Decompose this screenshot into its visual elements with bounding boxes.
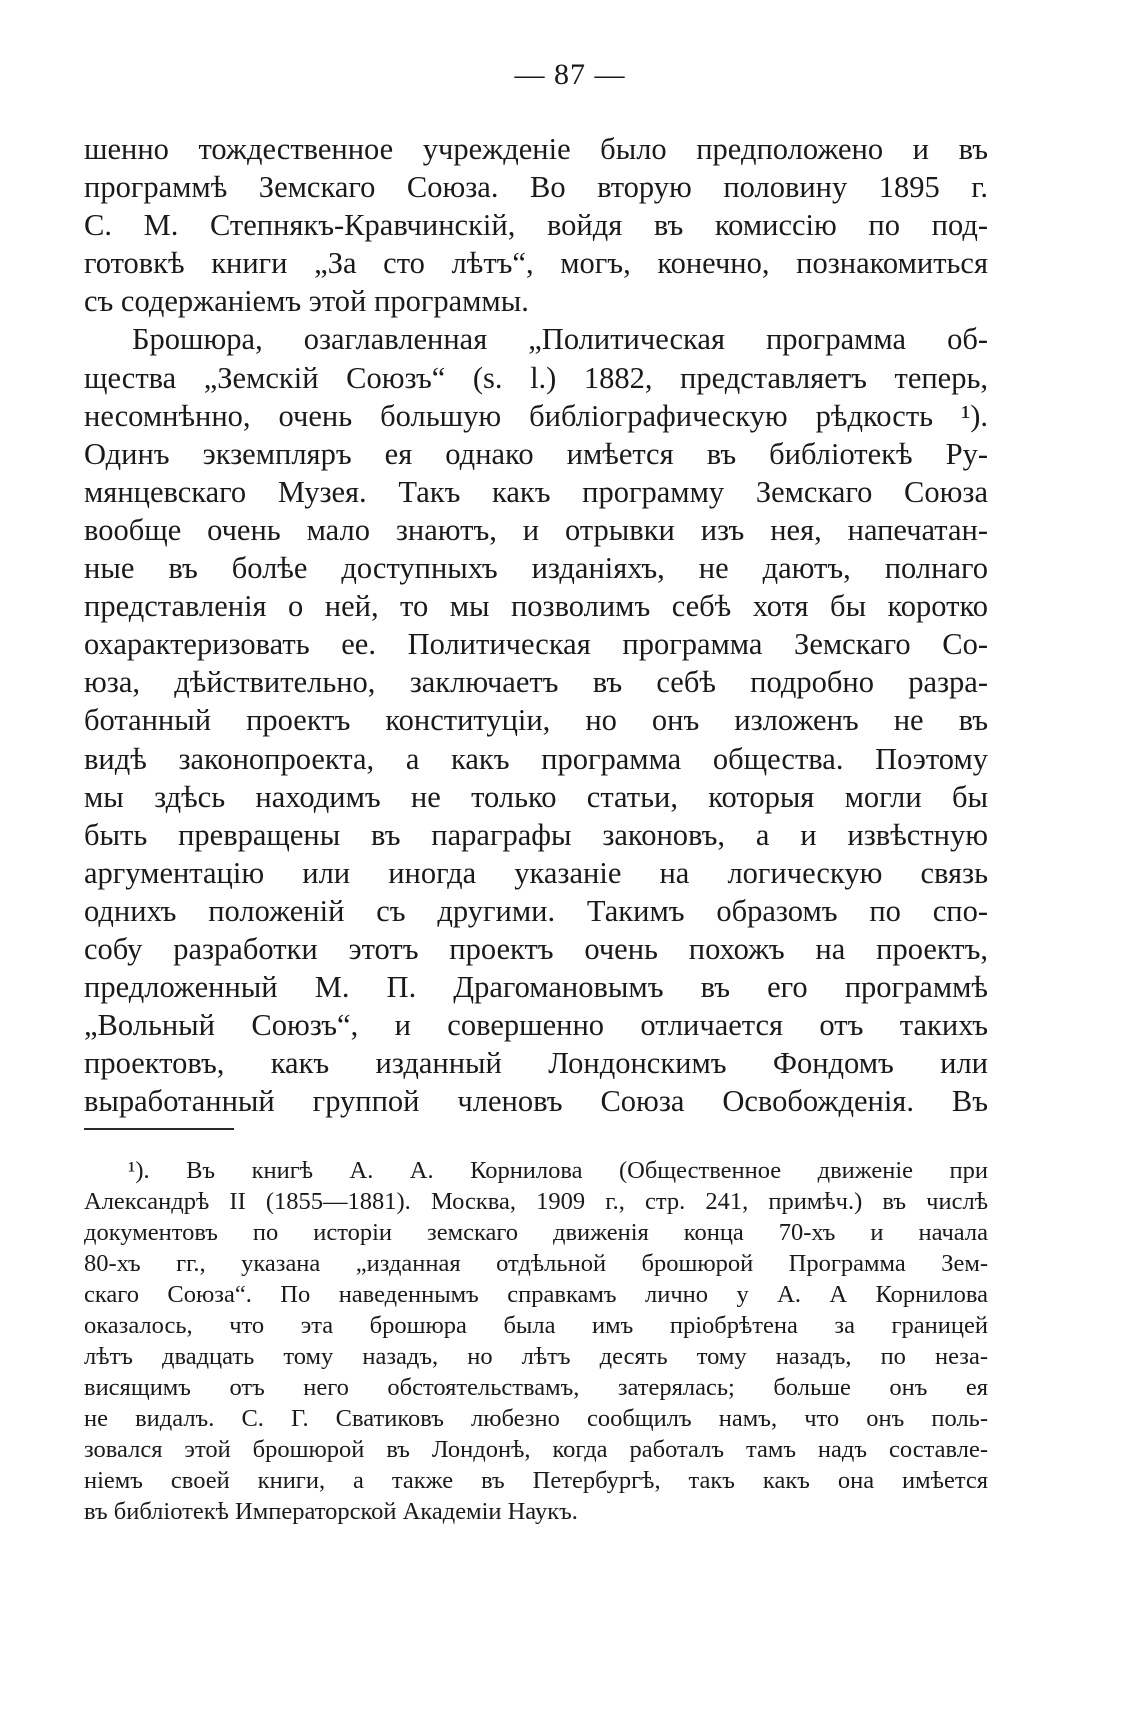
text-line: юза, дѣйствительно, заключаетъ въ себѣ подробно разра-	[84, 665, 988, 700]
text-line: Брошюра, озаглавленная „Политическая программа об-	[132, 322, 988, 357]
text-line: аргументацію или иногда указаніе на логическую связь	[84, 855, 988, 890]
text-line: выработанный группой членовъ Союза Освобожденія. Въ	[84, 1084, 988, 1119]
text-line: ботанный проектъ конституціи, но онъ изложенъ не въ	[84, 703, 988, 738]
footnote	[84, 1155, 988, 1527]
footnote-line: 80-хъ гг., указана „изданная отдѣльной брошюрой Программа Зем-	[84, 1250, 988, 1277]
footnote-divider	[84, 1128, 234, 1130]
text-line: проектовъ, какъ изданный Лондонскимъ Фондомъ или	[84, 1046, 988, 1081]
text-line: мянцевскаго Музея. Такъ какъ программу Земскаго Союза	[84, 474, 988, 509]
text-line: ные въ болѣе доступныхъ изданіяхъ, не даютъ, полнаго	[84, 551, 988, 586]
text-line: „Вольный Союзъ“, и совершенно отличается отъ такихъ	[84, 1008, 988, 1043]
footnote-line: ніемъ своей книги, а также въ Петербургѣ, такъ какъ она имѣется	[84, 1467, 988, 1494]
text-line: быть превращены въ параграфы законовъ, а и извѣстную	[84, 817, 988, 852]
text-line: готовкѣ книги „За сто лѣтъ“, могъ, конечно, познакомиться	[84, 246, 988, 281]
footnote-line: висящимъ отъ него обстоятельствамъ, затерялась; больше онъ ея	[84, 1374, 988, 1401]
footnote-line: зовался этой брошюрой въ Лондонѣ, когда работалъ тамъ надъ составле-	[84, 1436, 988, 1463]
text-line: Одинъ экземпляръ ея однако имѣется въ библіотекѣ Ру-	[84, 436, 988, 471]
text-line: С. М. Степнякъ-Кравчинскій, войдя въ комиссію по под-	[84, 208, 988, 243]
page-number: — 87 —	[514, 58, 626, 91]
text-line: вообще очень мало знаютъ, и отрывки изъ нея, напечатан-	[84, 512, 988, 547]
footnote-line: не видалъ. С. Г. Сватиковъ любезно сообщилъ намъ, что онъ поль-	[84, 1405, 988, 1432]
text-line: щества „Земскій Союзъ“ (s. l.) 1882, представляетъ теперь,	[84, 360, 988, 395]
text-line: представленія о ней, то мы позволимъ себѣ хотя бы коротко	[84, 589, 988, 624]
text-line: программѣ Земскаго Союза. Во вторую половину 1895 г.	[84, 170, 988, 205]
text-line: видѣ законопроекта, а какъ программа общества. Поэтому	[84, 741, 988, 776]
footnote-line: лѣтъ двадцать тому назадъ, но лѣтъ десять тому назадъ, по неза-	[84, 1343, 988, 1370]
text-line: собу разработки этотъ проектъ очень похожъ на проектъ,	[84, 931, 988, 966]
text-line: шенно тождественное учрежденіе было предположено и въ	[84, 132, 988, 166]
footnote-line: документовъ по исторіи земскаго движенія конца 70-хъ и начала	[84, 1219, 988, 1246]
text-line: охарактеризовать ее. Политическая программа Земскаго Со-	[84, 627, 988, 662]
footnote-line: ¹). Въ книгѣ А. А. Корнилова (Общественное движеніе при	[128, 1157, 988, 1184]
footnote-line: оказалось, что эта брошюра была имъ пріобрѣтена за границей	[84, 1312, 988, 1339]
footnote-line: въ библіотекѣ Императорской Академіи Наукъ.	[84, 1498, 578, 1525]
footnote-line: скаго Союза“. По наведеннымъ справкамъ лично у А. А Корнилова	[84, 1281, 988, 1308]
main-text	[84, 130, 988, 1120]
text-line: съ содержаніемъ этой программы.	[84, 284, 529, 319]
text-line: однихъ положеній съ другими. Такимъ образомъ по спо-	[84, 893, 988, 928]
text-line: мы здѣсь находимъ не только статьи, которыя могли бы	[84, 779, 988, 814]
text-line: предложенный М. П. Драгомановымъ въ его программѣ	[84, 970, 988, 1005]
text-line: несомнѣнно, очень большую библіографическую рѣдкость ¹).	[84, 398, 988, 433]
footnote-line: Александрѣ II (1855—1881). Москва, 1909 г., стр. 241, примѣч.) въ числѣ	[84, 1188, 988, 1215]
